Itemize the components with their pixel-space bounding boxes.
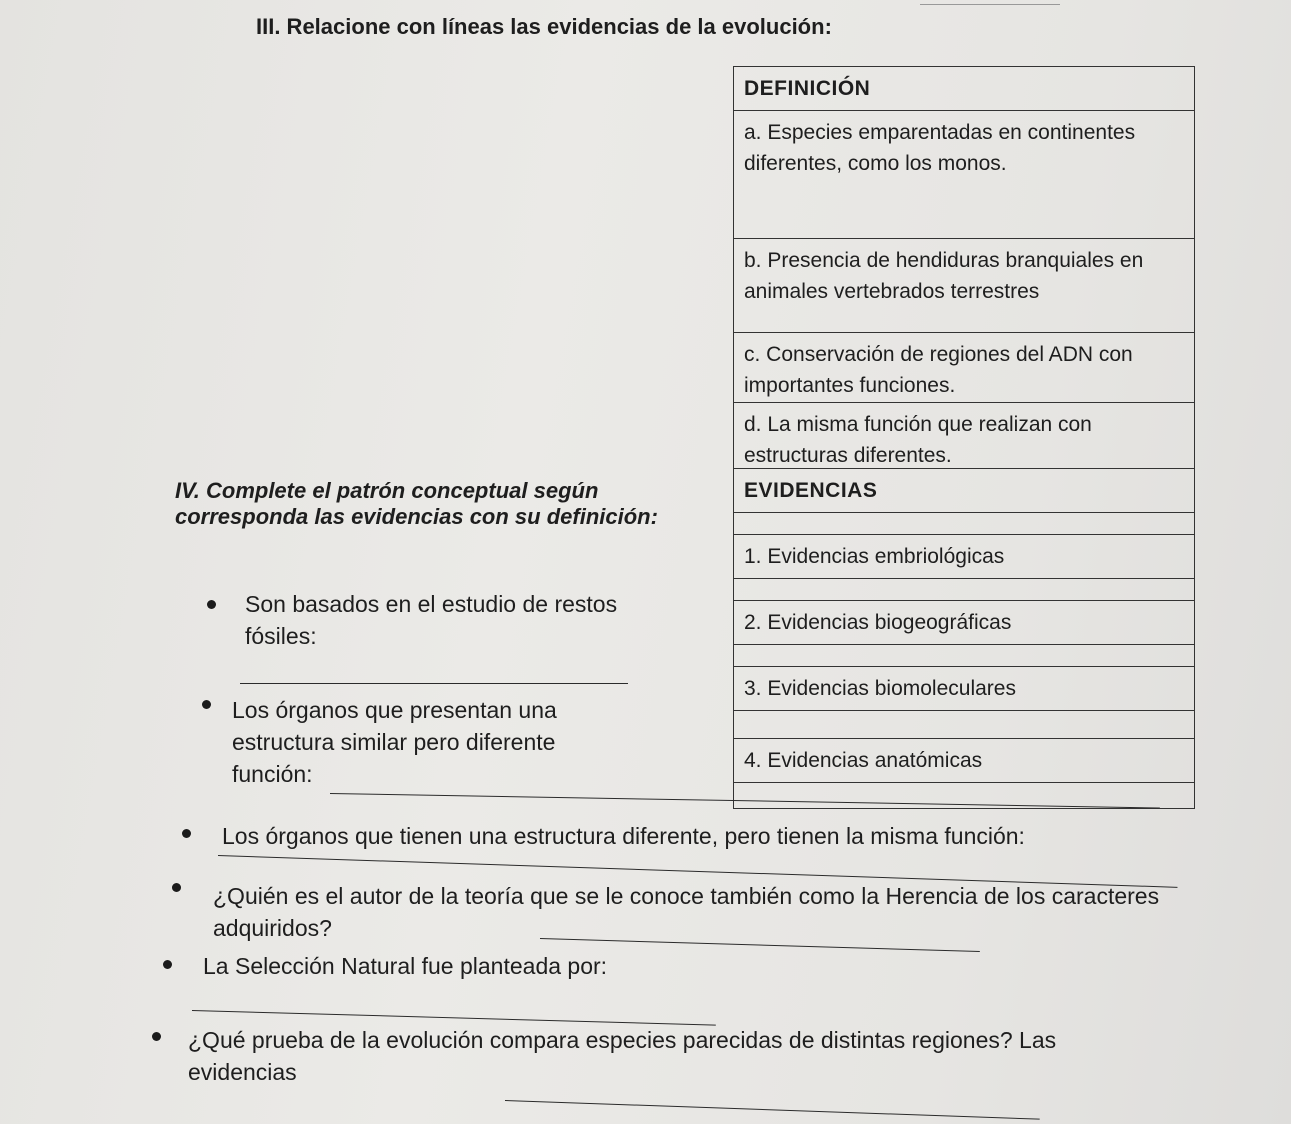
evidencia-3: 3. Evidencias biomoleculares bbox=[734, 666, 1194, 710]
bullet bbox=[172, 883, 181, 892]
bullet bbox=[152, 1032, 161, 1041]
item-seleccion-natural: La Selección Natural fue planteada por: bbox=[203, 953, 608, 979]
answer-blank-1[interactable] bbox=[240, 683, 628, 684]
item-homologos: Los órganos que presentan una estructura similar pero diferente función: bbox=[232, 697, 557, 787]
evidencia-4: 4. Evidencias anatómicas bbox=[734, 738, 1194, 782]
evidencias-header: EVIDENCIAS bbox=[734, 468, 1194, 512]
evidencias-spacer bbox=[734, 644, 1194, 666]
evidencias-spacer bbox=[734, 512, 1194, 534]
item-lamarck: ¿Quién es el autor de la teoría que se le conoce también como la Herencia de los caracteres adquiridos? bbox=[213, 883, 1160, 941]
bullet bbox=[182, 829, 191, 838]
item-biogeografia: ¿Qué prueba de la evolución compara especies parecidas de distintas regiones? Las evidencias bbox=[188, 1027, 1057, 1085]
bullet bbox=[207, 600, 216, 609]
evidencias-spacer bbox=[734, 578, 1194, 600]
definicion-d: d. La misma función que realizan con estructuras diferentes. bbox=[734, 402, 1194, 468]
evidencia-1: 1. Evidencias embriológicas bbox=[734, 534, 1194, 578]
definicion-a: a. Especies emparentadas en continentes diferentes, como los monos. bbox=[734, 110, 1194, 238]
bullet bbox=[163, 960, 172, 969]
item-fosiles: Son basados en el estudio de restos fósiles: bbox=[245, 591, 618, 649]
bullet bbox=[202, 700, 211, 709]
item-analogos: Los órganos que tienen una estructura diferente, pero tienen la misma función: bbox=[222, 823, 1025, 849]
definicion-header: DEFINICIÓN bbox=[744, 77, 871, 100]
answer-blank-6[interactable] bbox=[505, 1100, 1040, 1120]
evidencia-2: 2. Evidencias biogeográficas bbox=[734, 600, 1194, 644]
definicion-c: c. Conservación de regiones del ADN con importantes funciones. bbox=[734, 332, 1194, 402]
section-3-title: III. Relacione con líneas las evidencias de la evolución: bbox=[256, 14, 832, 39]
page-edge-mark bbox=[920, 4, 1060, 5]
definicion-b: b. Presencia de hendiduras branquiales en animales vertebrados terrestres bbox=[734, 238, 1194, 332]
section-4-title: IV. Complete el patrón conceptual según corresponda las evidencias con su definición: bbox=[175, 478, 658, 529]
evidencias-spacer bbox=[734, 710, 1194, 738]
evidence-table bbox=[733, 66, 1195, 809]
